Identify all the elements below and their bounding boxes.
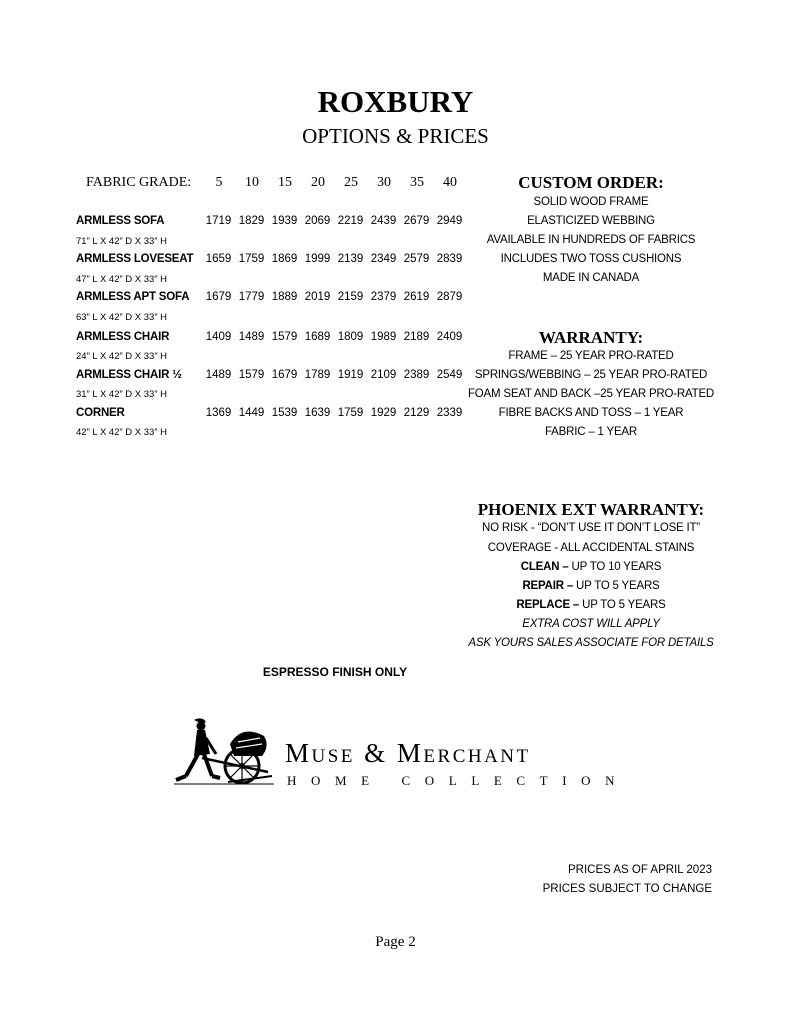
prices-date-note: PRICES AS OF APRIL 2023 xyxy=(567,864,712,876)
phoenix-line: COVERAGE - ALL ACCIDENTAL STAINS xyxy=(487,542,695,554)
repair-label: REPAIR – xyxy=(522,580,574,592)
extra-cost-note: EXTRA COST WILL APPLY xyxy=(522,618,660,630)
warranty-line: SPRINGS/WEBBING – 25 YEAR PRO-RATED xyxy=(474,369,708,381)
grade-header: 40 xyxy=(443,175,457,190)
price-cell: 1639 xyxy=(304,407,331,419)
price-cell: 2879 xyxy=(436,291,463,303)
brand-name xyxy=(285,738,531,769)
price-cell: 2349 xyxy=(370,253,397,265)
price-cell: 1659 xyxy=(205,253,232,265)
price-cell: 1579 xyxy=(238,369,265,381)
page-number: Page 2 xyxy=(375,934,416,950)
price-cell: 2069 xyxy=(304,215,331,227)
grade-header: 15 xyxy=(278,175,292,190)
grade-header: 30 xyxy=(377,175,391,190)
price-cell: 2579 xyxy=(403,253,430,265)
price-cell: 2109 xyxy=(370,369,397,381)
warranty-line: FIBRE BACKS AND TOSS – 1 YEAR xyxy=(498,407,684,419)
price-cell: 1679 xyxy=(271,369,298,381)
price-cell: 1829 xyxy=(238,215,265,227)
price-cell: 1919 xyxy=(337,369,364,381)
fabric-grade-label: FABRIC GRADE: xyxy=(86,175,192,190)
custom-order-line: INCLUDES TWO TOSS CUSHIONS xyxy=(500,253,682,265)
phoenix-clean-line xyxy=(456,561,726,573)
price-cell: 1579 xyxy=(271,331,298,343)
finish-note: ESPRESSO FINISH ONLY xyxy=(262,665,408,679)
price-cell: 2409 xyxy=(436,331,463,343)
custom-order-line: AVAILABLE IN HUNDREDS OF FABRICS xyxy=(486,234,696,246)
price-cell: 1929 xyxy=(370,407,397,419)
product-dimensions: 42” L X 42” D X 33” H xyxy=(76,427,167,438)
custom-order-line: MADE IN CANADA xyxy=(542,272,640,284)
price-cell: 1689 xyxy=(304,331,331,343)
custom-order-line: SOLID WOOD FRAME xyxy=(533,196,649,208)
price-cell: 1449 xyxy=(238,407,265,419)
phoenix-warranty-title: PHOENIX EXT WARRANTY: xyxy=(477,500,705,519)
product-name: ARMLESS APT SOFA xyxy=(76,291,190,303)
product-dimensions: 24” L X 42” D X 33” H xyxy=(76,351,167,362)
product-name: ARMLESS SOFA xyxy=(76,215,165,227)
price-cell: 1999 xyxy=(304,253,331,265)
brand-tagline: HOME COLLECTION xyxy=(287,773,630,788)
price-cell: 2839 xyxy=(436,253,463,265)
warranty-line: FABRIC – 1 YEAR xyxy=(544,426,638,438)
phoenix-line: NO RISK - “DON’T USE IT DON’T LOSE IT” xyxy=(482,522,700,534)
grade-header: 10 xyxy=(245,175,259,190)
price-cell: 1869 xyxy=(271,253,298,265)
price-cell: 1789 xyxy=(304,369,331,381)
warranty-line: FOAM SEAT AND BACK –25 YEAR PRO-RATED xyxy=(467,388,715,400)
phoenix-repair-line xyxy=(456,580,726,592)
clean-value: UP TO 10 YEARS xyxy=(568,561,662,573)
ask-associate-note: ASK YOURS SALES ASSOCIATE FOR DETAILS xyxy=(468,637,714,649)
price-cell: 1779 xyxy=(238,291,265,303)
price-cell: 2129 xyxy=(403,407,430,419)
price-cell: 1369 xyxy=(205,407,232,419)
price-cell: 2139 xyxy=(337,253,364,265)
product-dimensions: 31” L X 42” D X 33” H xyxy=(76,389,167,400)
grade-header: 5 xyxy=(215,175,223,190)
page-subtitle: OPTIONS & PRICES xyxy=(302,124,489,148)
price-cell: 1679 xyxy=(205,291,232,303)
phoenix-replace-line xyxy=(456,599,726,611)
price-cell: 2389 xyxy=(403,369,430,381)
price-cell: 1989 xyxy=(370,331,397,343)
prices-change-note: PRICES SUBJECT TO CHANGE xyxy=(542,883,712,895)
grade-header: 25 xyxy=(344,175,358,190)
price-cell: 2549 xyxy=(436,369,463,381)
price-cell: 2339 xyxy=(436,407,463,419)
price-cell: 1939 xyxy=(271,215,298,227)
custom-order-line: ELASTICIZED WEBBING xyxy=(527,215,655,227)
warranty-line: FRAME – 25 YEAR PRO-RATED xyxy=(508,350,674,362)
price-cell: 2379 xyxy=(370,291,397,303)
price-cell: 1759 xyxy=(238,253,265,265)
product-name: ARMLESS CHAIR ½ xyxy=(76,369,182,381)
price-cell: 1889 xyxy=(271,291,298,303)
product-name: ARMLESS LOVESEAT xyxy=(76,253,194,265)
price-cell: 1409 xyxy=(205,331,232,343)
price-cell: 2619 xyxy=(403,291,430,303)
brand-name-text: Muse & Merchant xyxy=(285,738,531,768)
price-cell: 2219 xyxy=(337,215,364,227)
price-cell: 2949 xyxy=(436,215,463,227)
product-name: ARMLESS CHAIR xyxy=(76,331,170,343)
price-cell: 1489 xyxy=(238,331,265,343)
custom-order-title: CUSTOM ORDER: xyxy=(518,173,664,192)
product-dimensions: 71” L X 42” D X 33” H xyxy=(76,236,167,247)
replace-label: REPLACE – xyxy=(516,599,580,611)
product-name: CORNER xyxy=(76,407,125,419)
product-dimensions: 63” L X 42” D X 33” H xyxy=(76,312,167,323)
warranty-title: WARRANTY: xyxy=(538,328,644,347)
price-cell: 2679 xyxy=(403,215,430,227)
price-cell: 1539 xyxy=(271,407,298,419)
repair-value: UP TO 5 YEARS xyxy=(573,580,660,592)
rickshaw-logo-icon xyxy=(172,714,276,790)
price-cell: 2439 xyxy=(370,215,397,227)
product-dimensions: 47” L X 42” D X 33” H xyxy=(76,274,167,285)
grade-header: 20 xyxy=(311,175,325,190)
price-cell: 2189 xyxy=(403,331,430,343)
price-cell: 1489 xyxy=(205,369,232,381)
price-cell: 2159 xyxy=(337,291,364,303)
price-cell: 2019 xyxy=(304,291,331,303)
replace-value: UP TO 5 YEARS xyxy=(579,599,666,611)
page-title: ROXBURY xyxy=(317,84,474,119)
price-cell: 1809 xyxy=(337,331,364,343)
price-cell: 1719 xyxy=(205,215,232,227)
price-cell: 1759 xyxy=(337,407,364,419)
grade-header: 35 xyxy=(410,175,424,190)
clean-label: CLEAN – xyxy=(520,561,569,573)
